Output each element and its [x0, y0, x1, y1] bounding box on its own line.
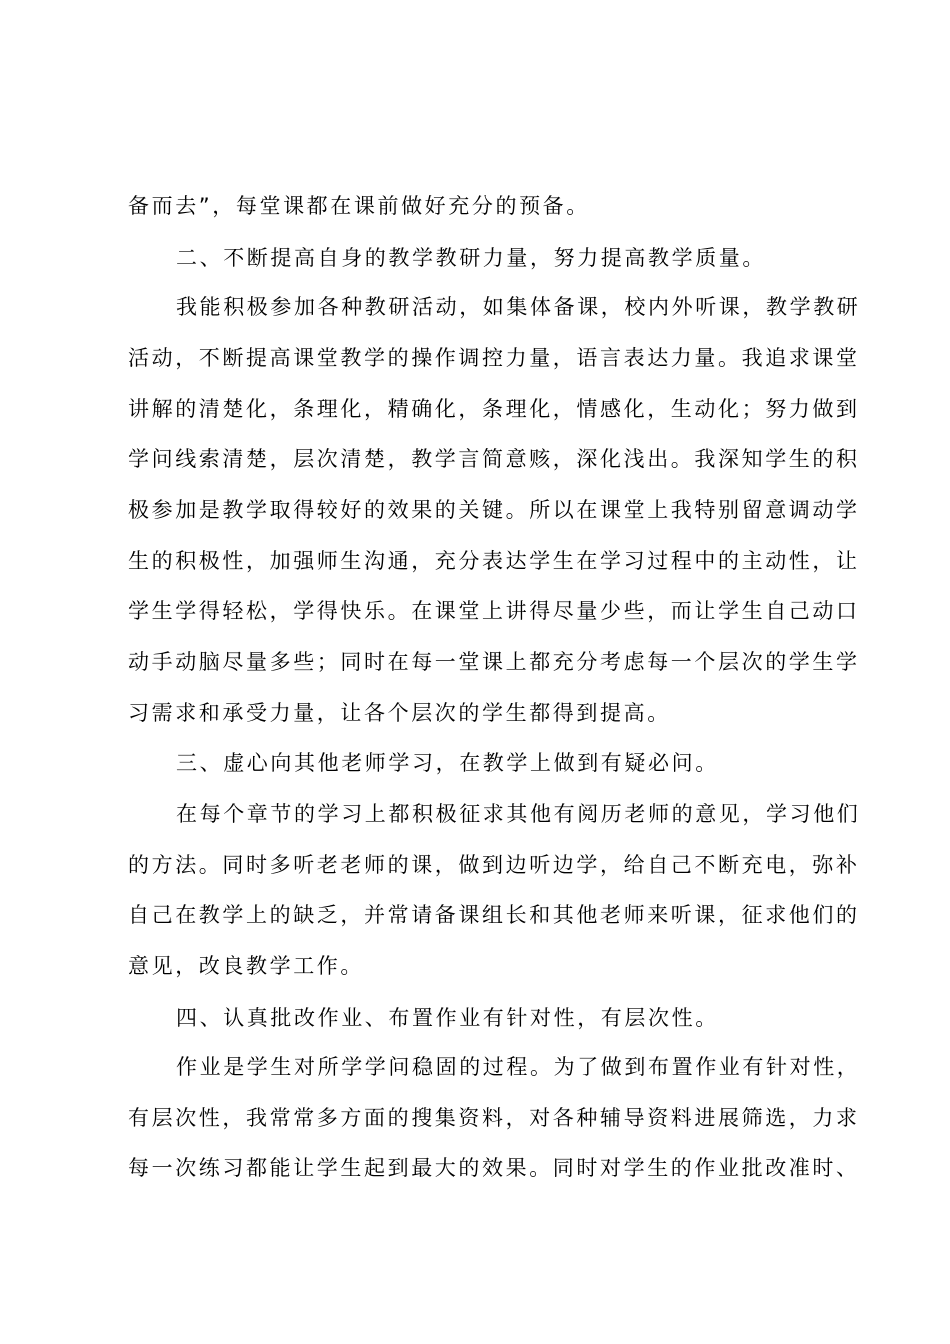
text-line: 极参加是教学取得较好的效果的关键。所以在课堂上我特别留意调动学 — [128, 498, 860, 522]
text-line: 每一次练习都能让学生起到最大的效果。同时对学生的作业批改准时、 — [128, 1156, 860, 1180]
section-heading: 二、不断提高自身的教学教研力量，努力提高教学质量。 — [176, 246, 766, 270]
text-line: 讲解的清楚化，条理化，精确化，条理化，情感化，生动化；努力做到 — [128, 397, 860, 421]
text-line: 作业是学生对所学学问稳固的过程。为了做到布置作业有针对性， — [176, 1055, 861, 1079]
text-line: 动手动脑尽量多些；同时在每一堂课上都充分考虑每一个层次的学生学 — [128, 650, 860, 674]
text-line: 意见，改良教学工作。 — [128, 954, 364, 978]
text-line: 备而去”，每堂课都在课前做好充分的预备。 — [128, 194, 590, 218]
text-line: 学问线索清楚，层次清楚，教学言简意赅，深化浅出。我深知学生的积 — [128, 447, 860, 471]
text-line: 的方法。同时多听老老师的课，做到边听边学，给自己不断充电，弥补 — [128, 853, 860, 877]
text-line: 习需求和承受力量，让各个层次的学生都得到提高。 — [128, 701, 671, 725]
text-line: 自己在教学上的缺乏，并常请备课组长和其他老师来听课，征求他们的 — [128, 903, 860, 927]
text-line: 活动，不断提高课堂教学的操作调控力量，语言表达力量。我追求课堂 — [128, 346, 860, 370]
section-heading: 三、虚心向其他老师学习，在教学上做到有疑必问。 — [176, 751, 719, 775]
text-line: 生的积极性，加强师生沟通，充分表达学生在学习过程中的主动性，让 — [128, 549, 860, 573]
text-line: 有层次性，我常常多方面的搜集资料，对各种辅导资料进展筛选，力求 — [128, 1106, 860, 1130]
text-line: 学生学得轻松，学得快乐。在课堂上讲得尽量少些，而让学生自己动口 — [128, 599, 860, 623]
text-line: 我能积极参加各种教研活动，如集体备课，校内外听课，教学教研 — [176, 295, 861, 319]
text-line: 在每个章节的学习上都积极征求其他有阅历老师的意见，学习他们 — [176, 802, 861, 826]
section-heading: 四、认真批改作业、布置作业有针对性，有层次性。 — [176, 1006, 719, 1030]
